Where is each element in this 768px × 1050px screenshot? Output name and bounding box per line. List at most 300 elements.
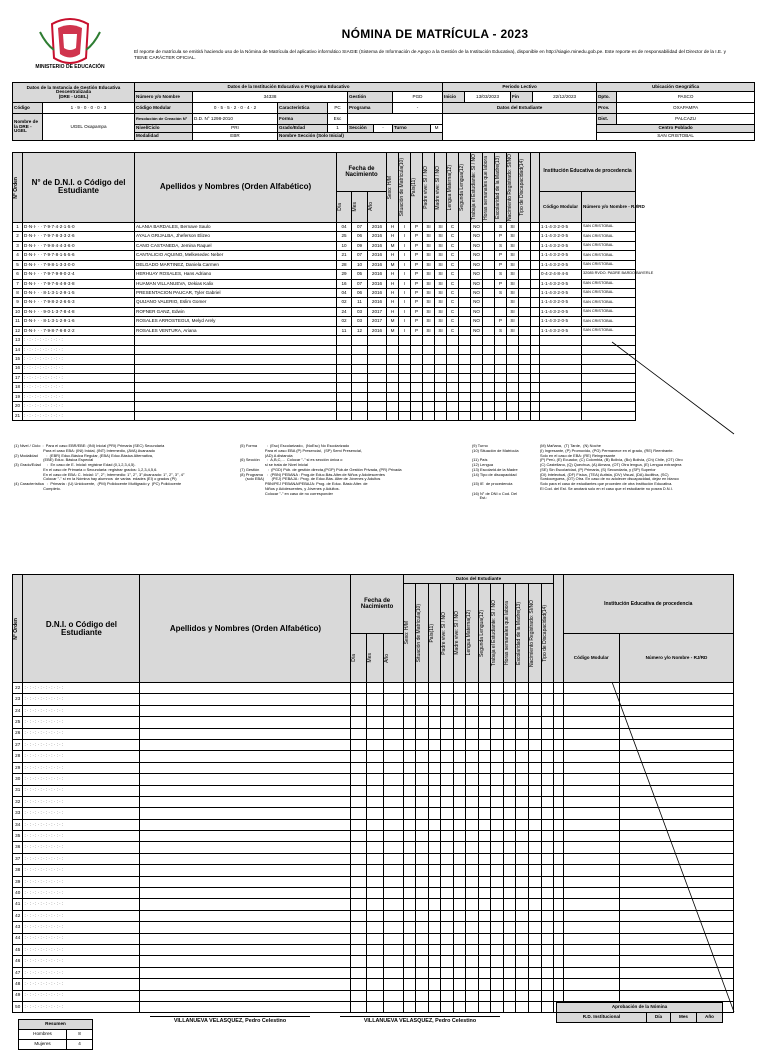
table-cell [491, 1001, 504, 1012]
col-dni: N° de D.N.I. o Código del Estudiante [23, 153, 135, 223]
table-cell [529, 967, 542, 978]
student-em [495, 298, 507, 307]
table-cell [441, 819, 454, 830]
table-cell [135, 364, 337, 373]
table-cell [368, 411, 387, 420]
table-cell [416, 774, 429, 785]
table-cell [428, 739, 441, 750]
table-cell [478, 831, 491, 842]
table-cell [540, 392, 582, 401]
table-cell [540, 355, 582, 364]
dist-value: PALCAZU [617, 114, 755, 125]
row-number: 41 [13, 899, 23, 910]
table-cell [423, 402, 435, 411]
table-cell [554, 762, 563, 773]
table-cell [416, 842, 429, 853]
table-cell [140, 888, 351, 899]
table-cell [140, 876, 351, 887]
birth-day: 24 [337, 307, 352, 316]
student-lm: C [447, 317, 459, 326]
table-cell [516, 842, 529, 853]
student-td [519, 232, 531, 241]
student-dni: : · : · : · : · : · : · : · : [23, 717, 140, 728]
table-cell [478, 728, 491, 739]
spacer [531, 232, 540, 241]
student-sx: H [387, 232, 399, 241]
table-cell [541, 979, 554, 990]
table-cell [503, 683, 516, 694]
table-cell [478, 956, 491, 967]
table-cell [516, 888, 529, 899]
table-cell [435, 355, 447, 364]
table-cell [351, 967, 367, 978]
centro-poblado-value: SAN CRISTOBAL [597, 133, 755, 141]
student-tr: NO [471, 307, 483, 316]
table-cell [478, 774, 491, 785]
table-cell [540, 336, 582, 345]
table-cell [503, 796, 516, 807]
table-cell [541, 762, 554, 773]
table-cell [466, 956, 479, 967]
table-cell [352, 364, 368, 373]
table-cell [478, 944, 491, 955]
table-cell [403, 888, 416, 899]
table-cell [403, 705, 416, 716]
table-cell [563, 728, 619, 739]
student-hs [483, 326, 495, 335]
table-cell [428, 967, 441, 978]
student-em: S [495, 222, 507, 231]
table-cell [466, 865, 479, 876]
table-cell [466, 842, 479, 853]
birth-month: 03 [352, 307, 368, 316]
table-cell [453, 762, 466, 773]
student-mv: SI [435, 289, 447, 298]
table-cell [428, 876, 441, 887]
student-dni: : · : · : · : · : · : · : · : [23, 739, 140, 750]
birth-year: 2016 [368, 232, 387, 241]
student-pa: P [411, 232, 423, 241]
table-cell [403, 796, 416, 807]
student-dni: D·N·I· · · 8·1·3·1·2·9·1·5 [23, 289, 135, 298]
birth-day: 25 [337, 232, 352, 241]
table-cell [441, 683, 454, 694]
spacer [531, 241, 540, 250]
student-nr: SI [507, 307, 519, 316]
table-cell [140, 990, 351, 1001]
prov-value: OXAPAMPA [617, 103, 755, 114]
student-hs [483, 251, 495, 260]
student-lm: C [447, 260, 459, 269]
table-cell [399, 345, 411, 354]
table-cell [453, 785, 466, 796]
table-cell [135, 402, 337, 411]
student-st: I [399, 298, 411, 307]
table-cell [491, 694, 504, 705]
table-cell [416, 933, 429, 944]
student-sl [459, 307, 471, 316]
table-cell [554, 796, 563, 807]
ie-codigo-modular: 0·4·2·4·8·4·6 [540, 270, 582, 279]
student-name: ROFNER GANZ, Edwin [135, 307, 337, 316]
table-cell [483, 364, 495, 373]
table-cell [507, 364, 519, 373]
table-cell [351, 705, 367, 716]
ie-procedencia: SAN CRISTOBAL [582, 251, 636, 260]
student-sx: H [387, 251, 399, 260]
student-dni: D·N·I· · · 7·9·8·1·3·3·0·0 [23, 260, 135, 269]
student-hs [483, 222, 495, 231]
table-cell [516, 728, 529, 739]
table-cell [563, 990, 619, 1001]
row-number: 9 [13, 298, 23, 307]
table-cell [416, 683, 429, 694]
table-cell [411, 383, 423, 392]
table-cell [491, 751, 504, 762]
ie-procedencia: SAN CRISTOBAL [582, 298, 636, 307]
table-cell [383, 683, 403, 694]
table-cell [453, 956, 466, 967]
table-cell [491, 922, 504, 933]
table-cell [403, 785, 416, 796]
spacer [531, 260, 540, 269]
student-sx: M [387, 317, 399, 326]
table-cell [554, 694, 563, 705]
table-cell [351, 865, 367, 876]
row-number: 16 [13, 364, 23, 373]
table-cell [453, 979, 466, 990]
row-number: 33 [13, 808, 23, 819]
student-dni: : · : · : · : · : · : · : · : [23, 922, 140, 933]
table-cell [529, 739, 542, 750]
table-cell [367, 683, 384, 694]
table-cell [478, 967, 491, 978]
table-cell [529, 762, 542, 773]
birth-day: 10 [337, 241, 352, 250]
table-cell [540, 373, 582, 382]
table-cell [411, 402, 423, 411]
ie-procedencia: SAN CRISTOBAL [582, 326, 636, 335]
student-nr: SI [507, 326, 519, 335]
table-row [13, 279, 745, 288]
student-lm: C [447, 289, 459, 298]
table-cell [503, 739, 516, 750]
table-cell [403, 933, 416, 944]
table-cell [135, 411, 337, 420]
table-cell [541, 705, 554, 716]
table-cell [447, 355, 459, 364]
nivel-value: PRI [193, 125, 278, 133]
table-cell [367, 808, 384, 819]
table-cell [495, 336, 507, 345]
grado-value: 1 [328, 125, 348, 133]
legend-col2: (5) Forma : (Esc) Escolarizado, (NoEsc) No Escolarizado Para el caso EBA (P) Presencial, (SP) Semi Presencial, (AD) A distancia (6) Sección : A,B,C,... Colocar "-" si es sección única o si se trata de Nivel Inicial (7) Gestión : (PGD) Púb. de gestión directa,(PGP) Púb.de Gestión Privada, (PR) Privada (8) Programa : (PBN) PEBANA : Prog.de Educ.Bás.Alter.de Niños y Adolescentes (solo EBA) (PEJ) PEBAJA : Prog. de Educ.Bás. Alter.de Jóvenes y Adultos PBN/PEJ PEBANA/PEBAJA: Prog. de Educ. Básic Alter. de Niños y Adolescentes, y Jóvenes y Adultos. Colocar "-" en caso de no corresponder [240, 443, 402, 496]
table-cell [554, 842, 563, 853]
table-cell [491, 899, 504, 910]
table-cell [416, 739, 429, 750]
table-cell [351, 1001, 367, 1012]
table-cell [403, 990, 416, 1001]
ie-codigo-modular: 1·1·4·3·2·0·5 [540, 279, 582, 288]
table-cell [441, 910, 454, 921]
student-hs [483, 279, 495, 288]
row-number: 47 [13, 967, 23, 978]
table-cell [491, 705, 504, 716]
table-cell [435, 345, 447, 354]
student-dni: : · : · : · : · : · : · : · : [23, 728, 140, 739]
row-number: 3 [13, 241, 23, 250]
table-cell [503, 876, 516, 887]
table-cell [441, 876, 454, 887]
table-cell [435, 373, 447, 382]
table-cell [491, 785, 504, 796]
student-pv: SI [423, 326, 435, 335]
student-name: ALANIA BARDALES, Bernave Saulo [135, 222, 337, 231]
ie-procedencia: SAN CRISTOBAL [582, 241, 636, 250]
student-pv: SI [423, 270, 435, 279]
table-cell [563, 922, 619, 933]
table-cell [447, 411, 459, 420]
table-cell [495, 392, 507, 401]
table-cell [541, 899, 554, 910]
ie-procedencia: SAN CRISTOBAL [582, 317, 636, 326]
table-cell [507, 355, 519, 364]
table-cell [478, 922, 491, 933]
table-cell [441, 922, 454, 933]
table-cell [140, 1001, 351, 1012]
student-sl [459, 251, 471, 260]
table-cell [423, 373, 435, 382]
table-cell [399, 402, 411, 411]
student-hs [483, 241, 495, 250]
table-cell [529, 910, 542, 921]
table-cell [466, 808, 479, 819]
table-cell [140, 808, 351, 819]
table-cell [428, 717, 441, 728]
table-cell [541, 967, 554, 978]
students-table-1: N° Orden N° de D.N.I. o Código del Estudiante Apellidos y Nombres (Orden Alfabético) Fecha de Nacimiento Sexo: H/M Situación de Matrícula(10) País(11) Padre vive: SI / NO Madre vive: SI / NO Lengua Materna(12) Segunda Lengua(12) Trabaja el Estudiante: SI / NO Horas semanales que labora Escolaridad de la Madre(13) Nacimiento Registrado: SI/NO Tipo de Discapacidad(14) Institución Educativa de procedencia Día Mes Año Código Modular Número y/o Nombre - RJ/RD 1 D·N·I· · · 7·9·7·4·2·1·5·0 ALANIA BARDALES, Bernave Saulo 04 07 2016 H I P SI SI C NO S SI 1·1·4·3·2·0·5 SAN CRISTOBAL 2 D·N·I· · · 7·9·7·8·3·3·2·6 AYALA GRIJALBA, Jheferson Elizeo 25 06 2016 H I P SI SI C NO P SI 1·1·4·3·2·0·5 SAN CRISTOBAL 3 D·N·I· · · 7·9·8·4·4·3·6·0 CANO CASTANEDA, Jemina Raquel 10 09 2016 M I P SI SI C NO S SI 1·1·4·3·2·0·5 SAN CRISTOBAL 4 D·N·I· · · 7·9·7·8·1·5·5·6 CANTALICIO AQUINO, Melkesedec Neber 21 07 2016 H I P SI SI C NO P SI 1·1·4·3·2·0·5 SAN CRISTOBAL 5 D·N·I· · · 7·9·8·1·3·3·0·0 DELGADO MARTINEZ, Daniela Carmen 28 10 2016 M I P SI SI C NO P SI 1·1·4·3·2·0·5 SAN CRISTOBAL 6 D·N·I· · · 7·9·7·9·9·0·2·4 HERHUAY ROSALES, Hans Adriano 29 05 2016 H I P SI SI C NO S SI 0·4·2·4·8·4·6 32085 RVDO. PADRE BARDO BAYERLE 7 D·N·I· · · 7·9·7·6·4·9·3·8 HUAMAN VILLANUEVA, Izekias Kalix 16 07 2016 H I P SI SI C NO P SI 1·1·4·3·2·0·5 SAN CRISTOBAL 8 D·N·I· · · 8·1·3·1·2·9·1·5 PRESENTACION PAUCAR, Tyler Gabriel 04 06 2016 H I P SI SI C NO S SI 1·1·4·3·2·0·5 SAN CRISTOBAL 9 D·N·I· · · 7·9·8·2·2·6·5·3 QUIJANO VALERIO, Eslim Gomer 02 11 2016 H I P SI SI C NO SI 1·1·4·3·2·0·5 SAN CRISTOBAL 10 D·N·I· · · 9·0·1·3·7·8·4·8 ROFNER GANZ, Edwin 24 03 2017 H I P SI SI C NO SI 1·1·4·3·2·0·5 SAN CRISTOBAL 11 D·N·I· · · 8·1·3·1·2·9·1·6 ROSALES ARROSTEGUI, Melyd Arely 02 03 2017 M I P SI SI C NO P SI 1·1·4·3·2·0·5 SAN CRISTOBAL 12 D·N·I· · · 7·9·8·7·6·8·2·2 ROSALES VENTURA, Ariana 11 12 2016 M I P SI SI C NO S SI 1·1·4·3·2·0·5 SAN CRISTOBAL 13 : · : · : · : · : · : · : · : 14 : · : · : · : · : · : · : · : 15 : · : · : · : · : · : · : · : 16 : · : · : · : · : · : · : · : 17 : · : · : · : · : · : · : · : 18 : · : · : · : · : · : · : · : 19 : · : · : · : · : · : · : · : 20 : · : · : · : · : · : · : · : 21 : · : · : · : · : · : · : · : [12, 152, 745, 421]
table-cell [541, 842, 554, 853]
table-cell [503, 1001, 516, 1012]
table-cell [367, 694, 384, 705]
table-cell [466, 1001, 479, 1012]
table-cell [411, 336, 423, 345]
table-cell [466, 796, 479, 807]
table-cell [387, 355, 399, 364]
ie-procedencia: SAN CRISTOBAL [582, 260, 636, 269]
table-cell [423, 383, 435, 392]
table-cell [516, 922, 529, 933]
table-cell [453, 910, 466, 921]
programa-value: - [393, 103, 443, 114]
table-cell [541, 774, 554, 785]
student-pa: P [411, 251, 423, 260]
table-cell [140, 842, 351, 853]
table-cell [529, 933, 542, 944]
student-pa: P [411, 317, 423, 326]
table-cell [478, 694, 491, 705]
table-cell [403, 979, 416, 990]
table-cell [466, 728, 479, 739]
forma-value: Esc [328, 114, 348, 125]
table-cell [516, 683, 529, 694]
table-cell [383, 990, 403, 1001]
table-cell [351, 979, 367, 990]
row-number: 31 [13, 785, 23, 796]
table-cell [351, 728, 367, 739]
student-st: I [399, 289, 411, 298]
ie-numero-value: 34338 [193, 92, 348, 103]
ie-procedencia: SAN CRISTOBAL [582, 289, 636, 298]
table-cell [403, 876, 416, 887]
table-row [13, 326, 745, 335]
student-nr: SI [507, 241, 519, 250]
table-cell [495, 402, 507, 411]
table-cell [403, 694, 416, 705]
table-cell [416, 796, 429, 807]
table-cell [516, 865, 529, 876]
table-cell [495, 383, 507, 392]
table-cell [516, 819, 529, 830]
table-cell [435, 383, 447, 392]
table-cell [478, 683, 491, 694]
table-cell [507, 345, 519, 354]
table-cell [352, 373, 368, 382]
table-cell [367, 739, 384, 750]
table-cell [529, 728, 542, 739]
table-cell [403, 1001, 416, 1012]
table-cell [507, 411, 519, 420]
table-cell [416, 694, 429, 705]
signature-2: VILLANUEVA VELASQUEZ, Pedro Celestino [340, 1016, 500, 1024]
student-dni: : · : · : · : · : · : · : · : [23, 831, 140, 842]
table-cell [140, 944, 351, 955]
table-cell [471, 392, 483, 401]
ie-procedencia: SAN CRISTOBAL [582, 232, 636, 241]
table-cell [529, 705, 542, 716]
student-pa: P [411, 222, 423, 231]
row-number: 1 [13, 222, 23, 231]
ubic-title: Ubicación Geográfica [597, 83, 755, 92]
table-cell [428, 922, 441, 933]
birth-month: 11 [352, 298, 368, 307]
table-cell [367, 728, 384, 739]
student-sl [459, 232, 471, 241]
table-row [13, 298, 745, 307]
table-cell [367, 956, 384, 967]
ie-codigo-modular: 1·1·4·3·2·0·5 [540, 251, 582, 260]
fin-value: 22/12/2023 [533, 92, 597, 103]
table-cell [471, 355, 483, 364]
table-cell [563, 910, 619, 921]
table-cell [140, 717, 351, 728]
table-row [13, 317, 745, 326]
row-number: 49 [13, 990, 23, 1001]
table-cell [491, 683, 504, 694]
table-cell [554, 888, 563, 899]
table-cell [478, 762, 491, 773]
table-cell [554, 956, 563, 967]
student-st: I [399, 279, 411, 288]
table-cell [383, 876, 403, 887]
student-dni: D·N·I· · · 8·1·3·1·2·9·1·6 [23, 317, 135, 326]
student-dni: : · : · : · : · : · : · : · : [23, 373, 135, 382]
row-number: 21 [13, 411, 23, 420]
table-cell [368, 355, 387, 364]
table-cell [387, 402, 399, 411]
table-cell [411, 355, 423, 364]
table-cell [135, 345, 337, 354]
table-cell [352, 411, 368, 420]
table-row [13, 222, 745, 231]
row-number: 43 [13, 922, 23, 933]
table-cell [399, 383, 411, 392]
table-cell [563, 785, 619, 796]
table-cell [529, 774, 542, 785]
dpto-value: PASCO [617, 92, 755, 103]
table-cell [529, 944, 542, 955]
table-cell [411, 345, 423, 354]
table-cell [495, 411, 507, 420]
table-cell [541, 694, 554, 705]
table-cell [554, 865, 563, 876]
student-dni: : · : · : · : · : · : · : · : [23, 1001, 140, 1012]
table-cell [491, 865, 504, 876]
table-cell [478, 717, 491, 728]
table-cell [563, 831, 619, 842]
table-cell [403, 819, 416, 830]
table-cell [541, 944, 554, 955]
table-cell [563, 819, 619, 830]
student-hs [483, 270, 495, 279]
table-cell [403, 762, 416, 773]
student-mv: SI [435, 298, 447, 307]
table-cell [140, 728, 351, 739]
table-cell [416, 819, 429, 830]
table-cell [554, 967, 563, 978]
row-number: 35 [13, 831, 23, 842]
table-cell [516, 796, 529, 807]
table-cell [503, 899, 516, 910]
table-cell [516, 853, 529, 864]
row-number: 32 [13, 796, 23, 807]
ie-codigo-modular: 1·1·4·3·2·0·5 [540, 222, 582, 231]
table-cell [540, 364, 582, 373]
report-description: El reporte de matrícula se emitirá haciendo uso de la Nómina de Matrícula del aplicativo informático SIAGIE (Sistema de Información de Apoyo a la Gestión de la Institución Educativa), disponible en http://siagie.minedu.gob.pe. Este reporte es de responsabilidad del Director de la I.E. y TIENE CARÁCTER OFICIAL. [134, 49, 726, 61]
table-cell [519, 402, 531, 411]
table-cell [503, 967, 516, 978]
student-td [519, 251, 531, 260]
table-cell [441, 808, 454, 819]
table-cell [554, 819, 563, 830]
birth-year: 2016 [368, 298, 387, 307]
table-cell [529, 990, 542, 1001]
table-cell [367, 865, 384, 876]
row-number: 27 [13, 739, 23, 750]
ie-procedencia: 32085 RVDO. PADRE BARDO BAYERLE [582, 270, 636, 279]
table-cell [453, 933, 466, 944]
spacer [531, 317, 540, 326]
table-cell [541, 853, 554, 864]
table-cell [428, 751, 441, 762]
table-cell [459, 411, 471, 420]
table-cell [387, 336, 399, 345]
cod-modular-value: 0 · 5 · 5 · 2 · 0 · 4 · 2 [193, 103, 278, 114]
table-cell [453, 796, 466, 807]
datos-estudiante-title: Datos del Estudiante [443, 103, 597, 114]
birth-day: 29 [337, 270, 352, 279]
table-cell [516, 899, 529, 910]
